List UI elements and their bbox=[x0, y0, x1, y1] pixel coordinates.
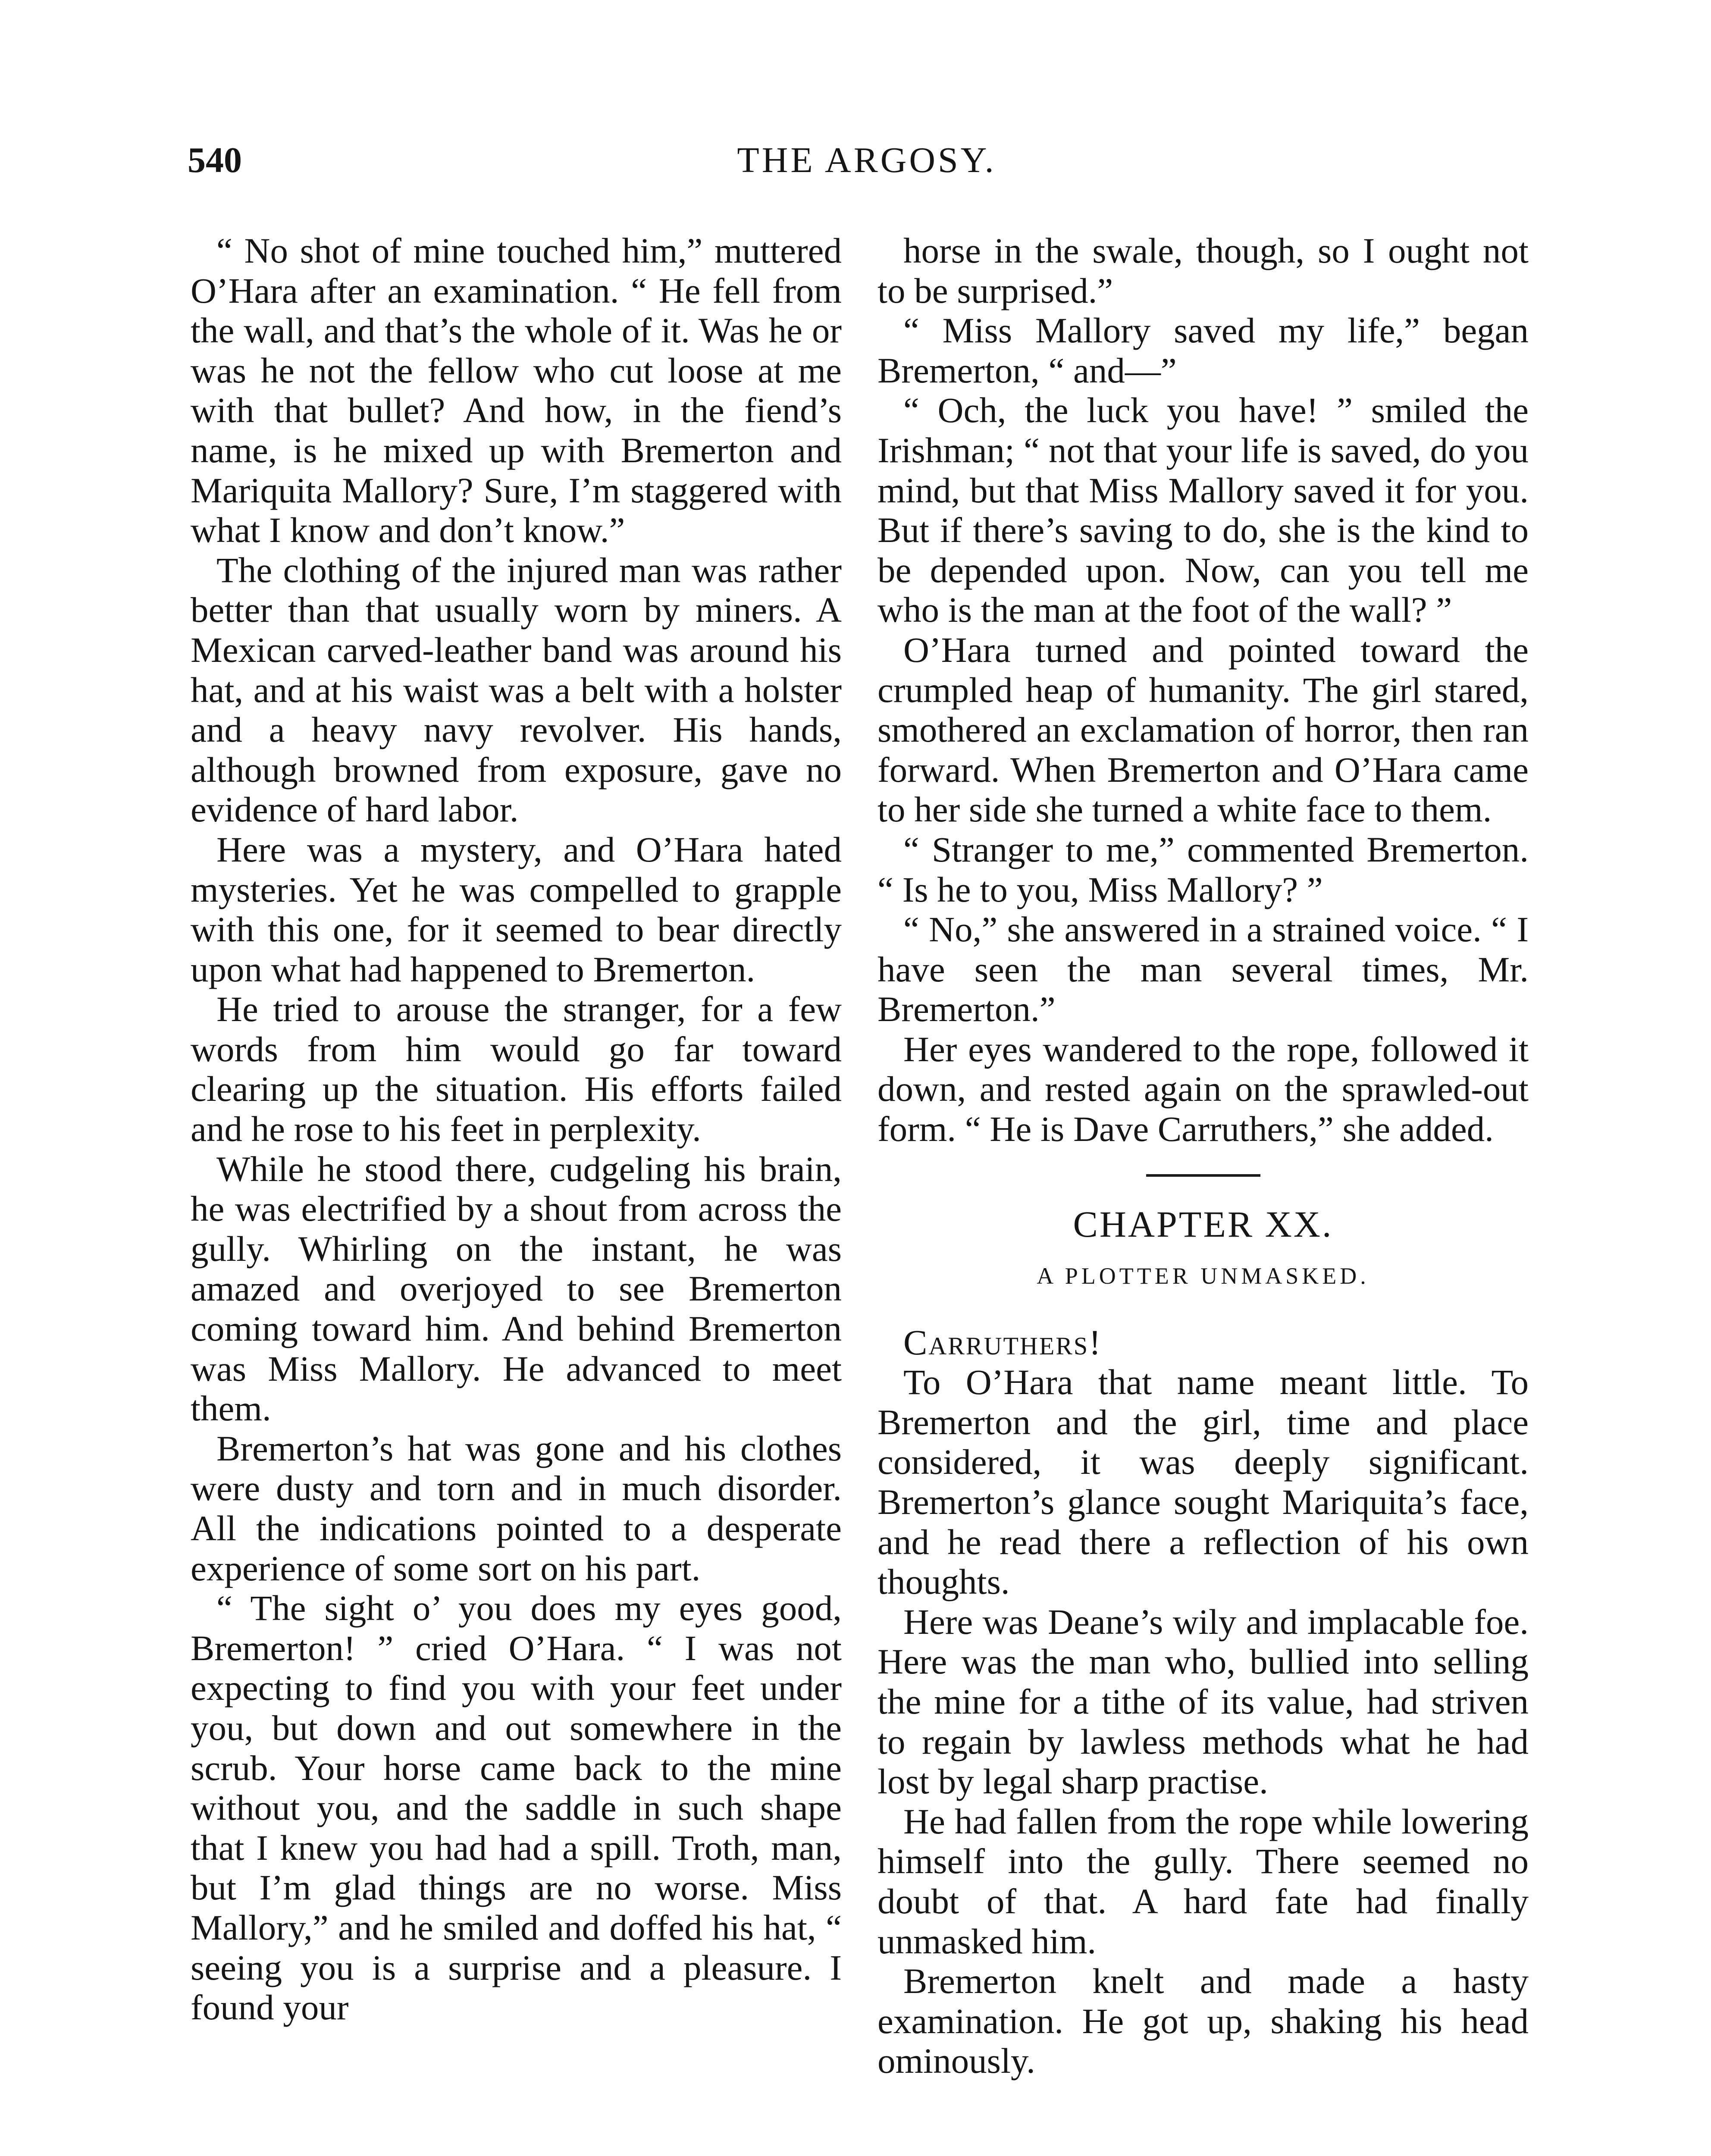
right-column bbox=[877, 231, 1529, 2081]
paragraph: Bremerton knelt and made a hasty examination. He got up, shaking his head ominously. bbox=[877, 1961, 1529, 2081]
running-head: THE ARGOSY. bbox=[737, 140, 997, 180]
chapter-title: A PLOTTER UNMASKED. bbox=[1037, 1263, 1369, 1289]
paragraph: “ Miss Mallory saved my life,” began Bremerton, “ and—” bbox=[877, 310, 1529, 390]
paragraph: Bremerton’s hat was gone and his clothes were dusty and torn and in much disorder. All the indications pointed to a desperate experience of some sort on his part. bbox=[191, 1428, 842, 1588]
paragraph: The clothing of the injured man was rather better than that usually worn by miners. A Mexican carved-leather band was around his hat, and at his waist was a belt with a holster and a heavy navy revolver. His hands, although browned from exposure, gave no evidence of hard labor. bbox=[191, 550, 842, 830]
paragraph: “ No,” she answered in a strained voice. “ I have seen the man several times, Mr. Bremerton.” bbox=[877, 909, 1529, 1029]
chapter-heading: CHAPTER XX. bbox=[1073, 1203, 1333, 1245]
left-column bbox=[191, 231, 842, 2028]
paragraph: Her eyes wandered to the rope, followed it down, and rested again on the sprawled-out form. “ He is Dave Carruthers,” she added. bbox=[877, 1029, 1529, 1149]
paragraph: “ The sight o’ you does my eyes good, Bremerton! ” cried O’Hara. “ I was not expecting to find you with your feet under you, but down and out somewhere in the scrub. Your horse came back to the mine without you, and the saddle in such shape that I knew you had had a spill. Troth, man, but I’m glad things are no worse. Miss Mallory,” and he smiled and doffed his hat, “ seeing you is a surprise and a pleasure. I found your bbox=[191, 1588, 842, 2028]
paragraph: To O’Hara that name meant little. To Bremerton and the girl, time and place considered, it was deeply significant. Bremerton’s glance sought Mariquita’s face, and he read there a reflection of his own thoughts. bbox=[877, 1362, 1529, 1602]
paragraph: O’Hara turned and pointed toward the crumpled heap of humanity. The girl stared, smothered an exclamation of horror, then ran forward. When Bremerton and O’Hara came to her side she turned a white face to them. bbox=[877, 630, 1529, 830]
page-number: 540 bbox=[188, 140, 242, 180]
paragraph: “ Och, the luck you have! ” smiled the Irishman; “ not that your life is saved, do you mind, but that Miss Mallory saved it for you. But if there’s saving to do, she is the kind to be depended upon. Now, can you tell me who is the man at the foot of the wall? ” bbox=[877, 390, 1529, 630]
paragraph: Here was Deane’s wily and implacable foe. Here was the man who, bullied into selling the mine for a tithe of its value, had striven to regain by lawless methods what he had lost by legal sharp practise. bbox=[877, 1601, 1529, 1802]
paragraph: horse in the swale, though, so I ought not to be surprised.” bbox=[877, 231, 1529, 310]
paragraph: “ No shot of mine touched him,” muttered O’Hara after an examination. “ He fell from the wall, and that’s the whole of it. Was he or was he not the fellow who cut loose at me with that bullet? And how, in the fiend’s name, is he mixed up with Bremerton and Mariquita Mallory? Sure, I’m staggered with what I know and don’t know.” bbox=[191, 231, 842, 550]
paragraph: He tried to arouse the stranger, for a few words from him would go far toward clearing up the situation. His efforts failed and he rose to his feet in perplexity. bbox=[191, 989, 842, 1149]
paragraph: He had fallen from the rope while lowering himself into the gully. There seemed no doubt of that. A hard fate had finally unmasked him. bbox=[877, 1801, 1529, 1961]
chapter-opening-word: Carruthers! bbox=[903, 1322, 1102, 1362]
chapter-divider bbox=[1146, 1174, 1260, 1177]
paragraph: “ Stranger to me,” commented Bremerton. “ Is he to you, Miss Mallory? ” bbox=[877, 829, 1529, 909]
paragraph: While he stood there, cudgeling his brain, he was electrified by a shout from across the gully. Whirling on the instant, he was amazed and overjoyed to see Bremerton coming toward him. And behind Bremerton was Miss Mallory. He advanced to meet them. bbox=[191, 1149, 842, 1429]
paragraph: Here was a mystery, and O’Hara hated mysteries. Yet he was compelled to grapple with this one, for it seemed to bear directly upon what had happened to Bremerton. bbox=[191, 829, 842, 989]
